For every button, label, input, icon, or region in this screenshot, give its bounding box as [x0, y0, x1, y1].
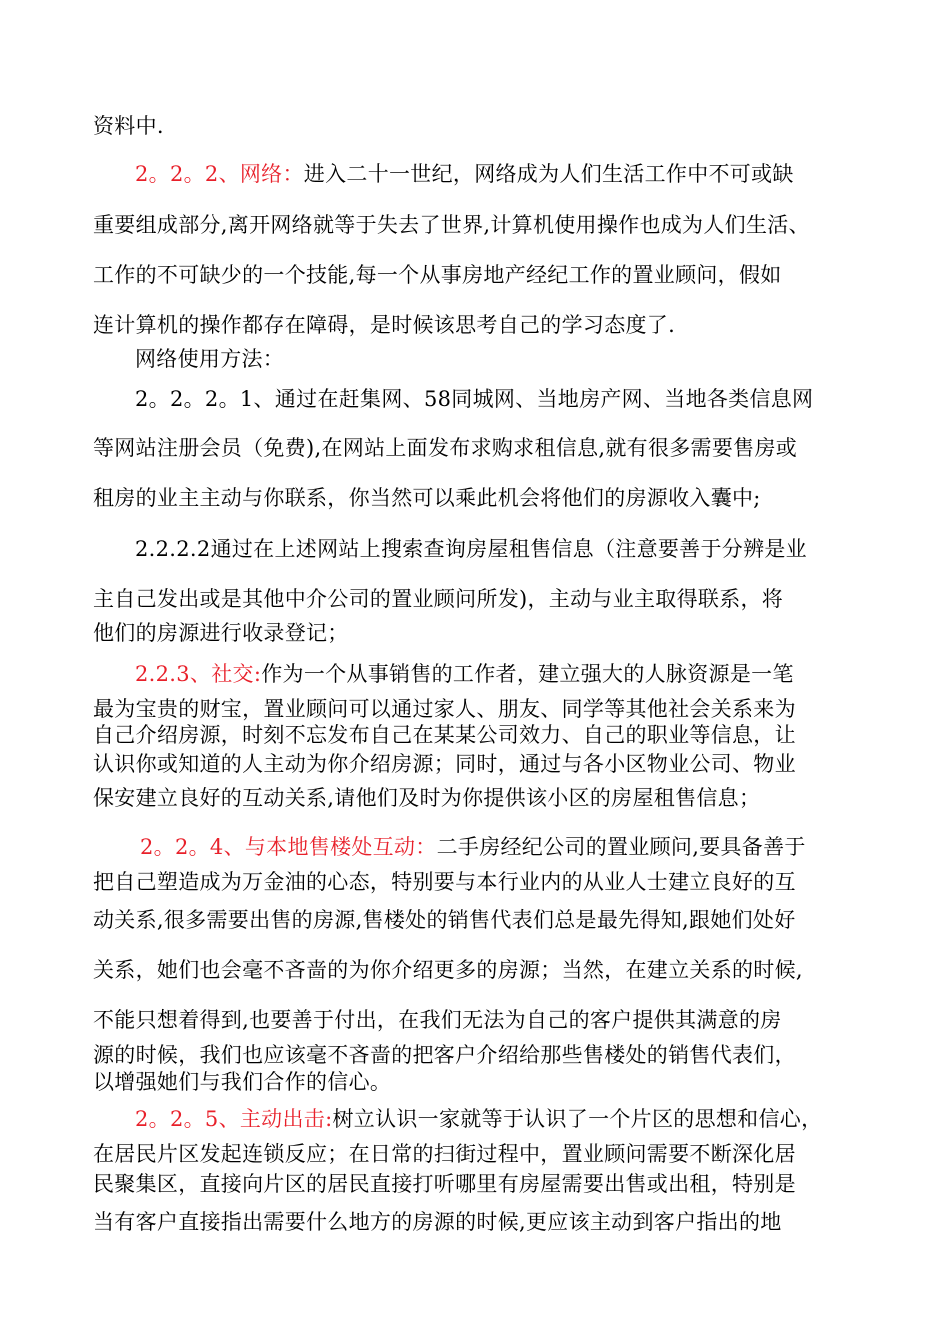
text-line: 重要组成部分,离开网络就等于失去了世界,计算机使用操作也成为人们生活、 [93, 213, 810, 237]
text-line: 自己介绍房源，时刻不忘发布自己在某某公司效力、自己的职业等信息，让 [93, 723, 796, 747]
section-heading: 2。2。4、与本地售楼处互动： [140, 835, 437, 859]
section-heading: 2.2.3、社交: [135, 662, 262, 686]
text-line: 网络使用方法： [135, 347, 285, 371]
section-2-2-4-heading-line: 2。2。4、与本地售楼处互动：二手房经纪公司的置业顾问,要具备善于 [140, 835, 806, 859]
text-line: 在居民片区发起连锁反应；在日常的扫街过程中，置业顾问需要不断深化居 [93, 1142, 796, 1166]
text-line: 动关系,很多需要出售的房源,售楼处的销售代表们总是最先得知,跟她们处好 [93, 908, 796, 932]
text-line: 源的时候，我们也应该毫不吝啬的把客户介绍给那些售楼处的销售代表们， [93, 1043, 796, 1067]
section-2-2-3-heading-line: 2.2.3、社交:作为一个从事销售的工作者，建立强大的人脉资源是一笔 [135, 662, 794, 686]
text-line: 租房的业主主动与你联系，你当然可以乘此机会将他们的房源收入囊中; [93, 486, 761, 510]
text-line: 资料中. [93, 114, 164, 138]
section-heading: 2。2。2、网络： [135, 162, 304, 186]
text-line: 当有客户直接指出需要什么地方的房源的时候,更应该主动到客户指出的地 [93, 1210, 782, 1234]
text-line: 连计算机的操作都存在障碍，是时候该思考自己的学习态度了. [93, 313, 676, 337]
section-2-2-5-heading-line: 2。2。5、主动出击:树立认识一家就等于认识了一个片区的思想和信心， [135, 1107, 823, 1131]
text-line: 主自己发出或是其他中介公司的置业顾问所发)，主动与业主取得联系，将 [93, 587, 784, 611]
text-line: 保安建立良好的互动关系,请他们及时为你提供该小区的房屋租售信息； [93, 786, 761, 810]
text-line: 关系，她们也会毫不吝啬的为你介绍更多的房源；当然，在建立关系的时候, [93, 958, 803, 982]
text-line: 不能只想着得到,也要善于付出，在我们无法为自己的客户提供其满意的房 [93, 1008, 782, 1032]
section-2-2-2-heading-line: 2。2。2、网络：进入二十一世纪，网络成为人们生活工作中不可或缺 [135, 162, 794, 186]
text-line: 认识你或知道的人主动为你介绍房源；同时，通过与各小区物业公司、物业 [93, 752, 796, 776]
text-line: 工作的不可缺少的一个技能,每一个从事房地产经纪工作的置业顾问，假如 [93, 263, 782, 287]
text-line: 2。2。2。1、通过在赶集网、58同城网、当地房产网、当地各类信息网 [135, 387, 814, 411]
text-line: 最为宝贵的财宝，置业顾问可以通过家人、朋友、同学等其他社会关系来为 [93, 697, 796, 721]
section-heading: 2。2。5、主动出击: [135, 1107, 333, 1131]
text-line: 把自己塑造成为万金油的心态，特别要与本行业内的从业人士建立良好的互 [93, 870, 796, 894]
text-line: 2.2.2.2通过在上述网站上搜索查询房屋租售信息（注意要善于分辨是业 [135, 537, 807, 561]
text-line: 等网站注册会员（免费),在网站上面发布求购求租信息,就有很多需要售房或 [93, 436, 798, 460]
text-line: 以增强她们与我们合作的信心。 [93, 1070, 392, 1094]
text-line: 民聚集区，直接向片区的居民直接打听哪里有房屋需要出售或出租，特别是 [93, 1172, 796, 1196]
text-line: 他们的房源进行收录登记； [93, 621, 349, 645]
